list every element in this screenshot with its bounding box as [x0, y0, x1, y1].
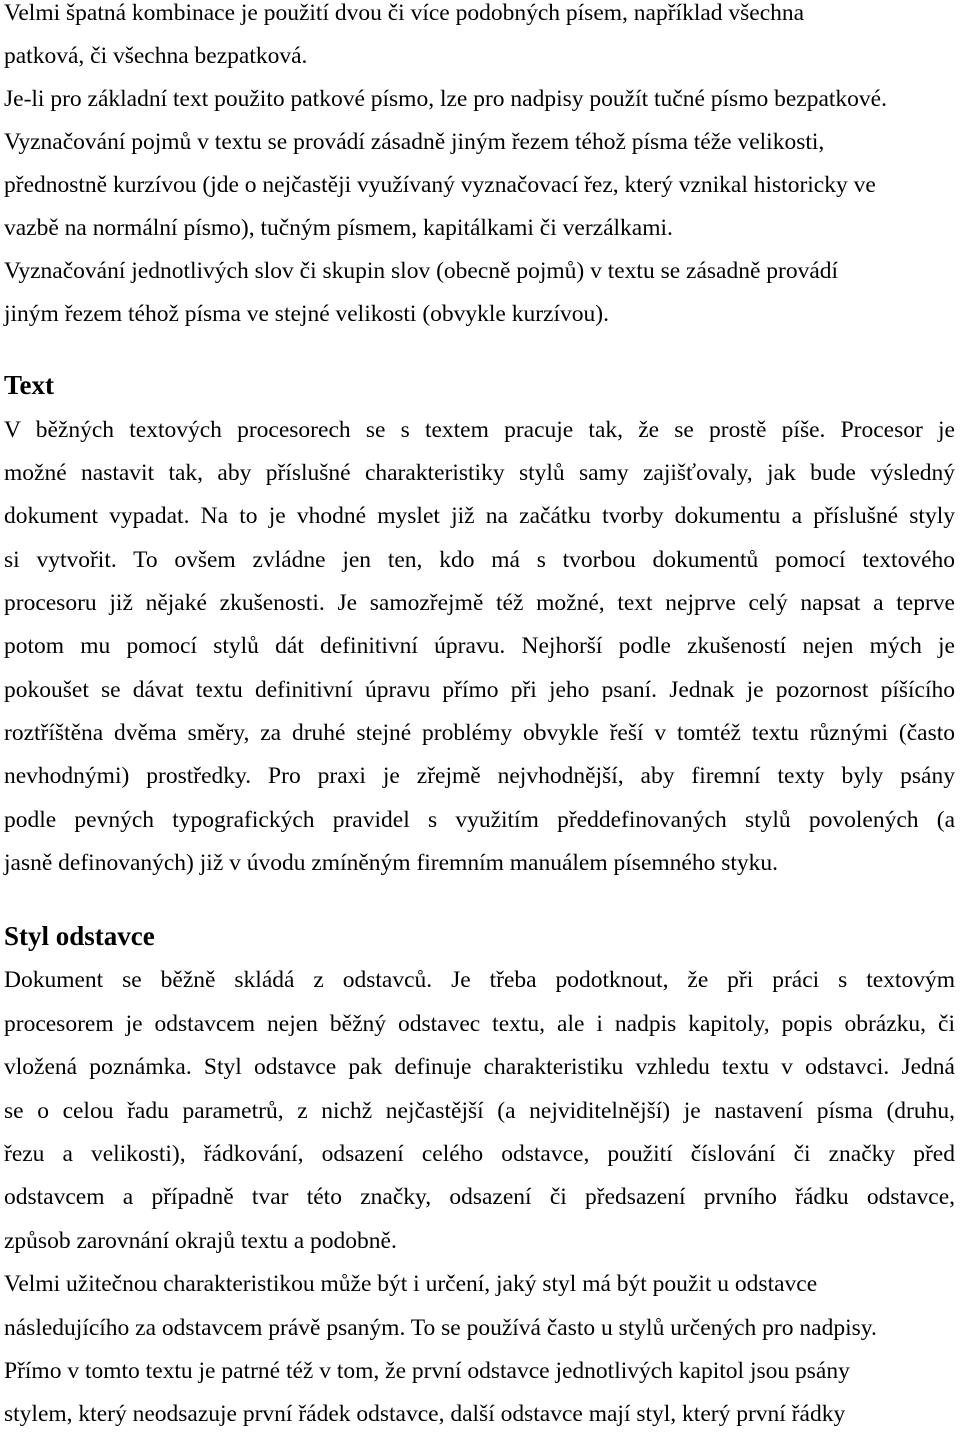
paragraph-line: potom mu pomocí stylů dát definitivní úpravu. Nejhorší podle zkušeností nejen mých je — [4, 633, 955, 659]
paragraph-line: možné nastavit tak, aby příslušné charakteristiky stylů samy zajišťovaly, jak bude výsledný — [4, 460, 955, 486]
paragraph-line: Přímo v tomto textu je patrné též v tom, že první odstavce jednotlivých kapitol jsou psány — [4, 1358, 850, 1384]
paragraph-line: jasně definovaných) již v úvodu zmíněným firemním manuálem písemného styku. — [4, 850, 779, 876]
paragraph-line: procesorem je odstavcem nejen běžný odstavec textu, ale i nadpis kapitoly, popis obrázku, či — [4, 1011, 955, 1037]
paragraph-line: vazbě na normální písmo), tučným písmem, kapitálkami či verzálkami. — [4, 215, 673, 241]
paragraph-line: dokument vypadat. Na to je vhodné myslet již na začátku tvorby dokumentu a příslušné styly — [4, 503, 955, 529]
paragraph-line: pokoušet se dávat textu definitivní úpravu přímo při jeho psaní. Jednak je pozornost píšícího — [4, 677, 955, 703]
paragraph-line: jiným řezem téhož písma ve stejné velikosti (obvykle kurzívou). — [4, 301, 609, 327]
paragraph-line: odstavcem a případně tvar této značky, odsazení či předsazení prvního řádku odstavce, — [4, 1184, 955, 1210]
paragraph-line: nevhodnými) prostředky. Pro praxi je zřejmě nejvhodnější, aby firemní texty byly psány — [4, 763, 955, 789]
paragraph-line: podle pevných typografických pravidel s využitím předdefinovaných stylů povolených (a — [4, 807, 955, 833]
paragraph-line: V běžných textových procesorech se s textem pracuje tak, že se prostě píše. Procesor je — [4, 417, 955, 443]
section-heading-text: Text — [4, 370, 55, 400]
paragraph-line: stylem, který neodsazuje první řádek odstavce, další odstavce mají styl, který první řádky — [4, 1401, 846, 1427]
paragraph-line: vložená poznámka. Styl odstavce pak definuje charakteristiku vzhledu textu v odstavci. Jedná — [4, 1054, 955, 1080]
section-heading-styl-odstavce: Styl odstavce — [4, 921, 155, 951]
paragraph-line: přednostně kurzívou (jde o nejčastěji využívaný vyznačovací řez, který vznikal historicky ve — [4, 172, 876, 198]
paragraph-line: Dokument se běžně skládá z odstavců. Je třeba podotknout, že při práci s textovým — [4, 967, 955, 993]
paragraph-line: Je-li pro základní text použito patkové písmo, lze pro nadpisy použít tučné písmo bezpatkové. — [4, 86, 887, 112]
paragraph-line: následujícího za odstavcem právě psaným. To se používá často u stylů určených pro nadpisy. — [4, 1315, 877, 1341]
paragraph-line: roztříštěna dvěma směry, za druhé stejné problémy obvykle řeší v tomtéž textu různými (často — [4, 720, 955, 746]
paragraph-line: způsob zarovnání okrajů textu a podobně. — [4, 1228, 397, 1254]
paragraph-line: procesoru již nějaké zkušenosti. Je samozřejmě též možné, text nejprve celý napsat a teprve — [4, 590, 955, 616]
paragraph-line: Velmi špatná kombinace je použití dvou či více podobných písem, například všechna — [4, 0, 805, 26]
paragraph-line: patková, či všechna bezpatková. — [4, 43, 308, 69]
paragraph-line: si vytvořit. To ovšem zvládne jen ten, kdo má s tvorbou dokumentů pomocí textového — [4, 547, 955, 573]
paragraph-line: řezu a velikosti), řádkování, odsazení celého odstavce, použití číslování či značky před — [4, 1141, 955, 1167]
paragraph-line: se o celou řadu parametrů, z nichž nejčastější (a nejviditelnější) je nastavení písma (druhu, — [4, 1098, 955, 1124]
paragraph-line: Vyznačování pojmů v textu se provádí zásadně jiným řezem téhož písma téže velikosti, — [4, 129, 825, 155]
paragraph-line: Velmi užitečnou charakteristikou může být i určení, jaký styl má být použit u odstavce — [4, 1271, 818, 1297]
paragraph-line: Vyznačování jednotlivých slov či skupin slov (obecně pojmů) v textu se zásadně provádí — [4, 258, 839, 284]
